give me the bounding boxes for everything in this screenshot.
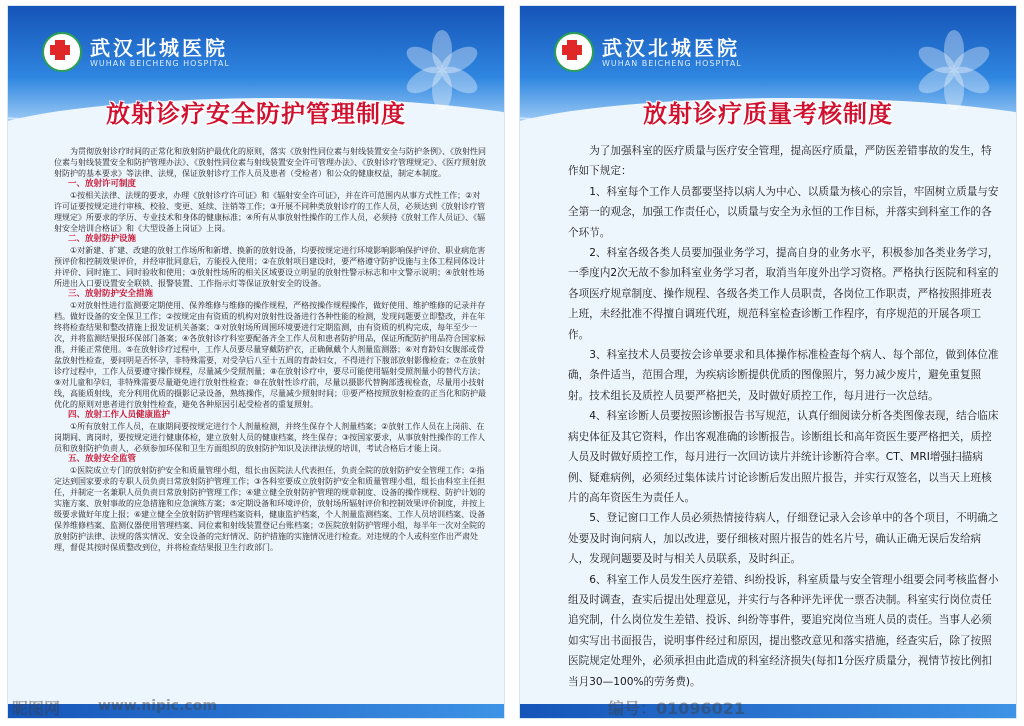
paragraph: ①所有放射工作人员，在康期间要按规定进行个人剂量检测，并终生保存个人剂量档案；②放射工作人员在上岗前、在岗期间、离岗时，要按规定进行健康体检，建立放射人员的健康档案，终生保存；③按国家要求，从事放射性操作的工作人员和放射防护负责人，必须参加环保和卫生方面组织的放射防护知识及法律法规的培训，考试合格后才能上岗。 [54, 422, 486, 453]
paragraph: 1、科室每个工作人员都要坚持以病人为中心、以质量为核心的宗旨，牢固树立质量与安全第一的观念，加强工作责任心，以质量与安全为永恒的工作目标，并落实到科室工作的各个环节。 [568, 185, 999, 239]
section-heading: 四、放射工作人员健康监护 [68, 410, 171, 420]
left-poster [8, 6, 504, 718]
paragraph: 6、科室工作人员发生医疗差错、纠纷投诉，科室质量与安全管理小组要会同考核监督小组及时调查，查实后提出处理意见，并实行与各种评先评优一票否决制。科室实行岗位责任追究制，什么岗位发生差错、投诉、纠纷等事件，要追究岗位当班人员的责任。当事人必须如实写出书面报告，说明事件经过和原因，提出整改意见和落实措施，经查实后，除了按照医院规定处理外，必须承担由此造成的科室经济损失(每扣1分医疗质量分，视情节按比例扣当月30—100%的劳务费)。 [568, 573, 999, 688]
paragraph: ①医院成立专门的放射防护安全和质量管理小组，组长由医院法人代表担任，负责全院的放射防护安全管理工作；②指定达到国家要求的专职人员负责日常放射防护管理工作；③各科室要成立放射防护安全和质量管理小组，组长由科室主任担任，并制定一名兼职人员负责日常放射防护管理工作；④建立健全放射防护管理的规章制度、设备的操作规程、防护计划的实施方案、放射事故的应急措施和应急演练方案；⑤定期设备和环境评价，放射场所辐射评价和控制效果评价制度，并按上级要求做好年度上报；⑥建立健全全放射防护管理档案资料，健康监护档案，个人剂量监测档案、工作人员培训档案、设备保养维修档案、监测仪器使用管理档案、同位素和射线装置登记台账档案；⑦医院放射防护管理小组，每半年一次对全院的放射防护法律、法规的落实情况、安全设备的完好情况、防护措施的实施情况进行检查。对违规的个人或科室作出严肃处理，督促其按时保质整改到位，并将检查结果报卫生行政部门。 [54, 466, 486, 552]
document-body [54, 146, 486, 553]
paragraph: ①按相关法律、法规的要求，办理《放射诊疗许可证》和《辐射安全许可证》，并在许可范围内从事方式性工作；②对许可证要按规定进行审核、校验、变更、延续、注销等工作；③开展不同种类放射诊疗的工作人员，必须达到《放射诊疗管理规定》所要求的学历、专业技术和身体的健康标准；④所有从事放射性操作的工作人员，必须持《放射工作人员证》、《辐射安全培训合格证》和《大型设备上岗证》上岗。 [54, 191, 486, 233]
section-heading: 二、放射防护设施 [68, 234, 137, 244]
hospital-logo-icon [554, 32, 594, 72]
paragraph: 为贯彻放射诊疗时间的正常化和放射防护最优化的原则，落实《放射性同位素与射线装置安全与防护条例》、《放射性同位素与射线装置安全和防护管理办法》、《放射性同位素与射线装置安全许可管理办法》、《放射诊疗管理规定》、《医疗照射放射防护的基本要求》等法律、法规，保证放射诊疗工作人员及患者（受检者）和公众的健康权益，制定本制度。 [54, 147, 486, 178]
paragraph: 为了加强科室的医疗质量与医疗安全管理，提高医疗质量，严防医差错事故的发生，特作如下规定： [568, 145, 992, 178]
watermark-url: www.nipic.com [98, 698, 217, 714]
watermark-site: 昵图网 [12, 699, 61, 718]
paragraph: 5、登记窗口工作人员必须热情接待病人，仔细登记录入会诊单中的各个项目，不明确之处要及时询问病人，加以改进，要仔细核对照片报告的姓名片号，确认正确无误后发给病人，发现问题要及时与相关人员联系，及时纠正。 [568, 512, 999, 566]
section-heading: 五、放射安全监管 [68, 454, 137, 464]
section-heading: 一、放射许可制度 [68, 179, 137, 189]
right-poster [520, 6, 1016, 718]
page-title: 放射诊疗质量考核制度 [643, 100, 893, 128]
paragraph: ①对新建、扩建、改建的放射工作场所和新增、换新的放射设备，均要按规定进行环境影响影响保护评价、职业病危害预评价和控制效果评价，并经审批同意后，方能投入使用；②在放射项目建设时，要严格遵守防护设施与主体工程同体设计并评价、同时施工、同时验收和使用；③放射性场所的相关区域要设立明显的放射性警示标志和中文警示说明；④放射性场所进出入口要设置安全联锁、报警装置、工作指示灯等保证放射安全的设备。 [54, 246, 486, 288]
watermark-id: 编号：01096021 [608, 699, 746, 718]
hospital-logo-icon [42, 32, 82, 72]
hospital-name-en: WUHAN BEICHENG HOSPITAL [90, 59, 230, 68]
section-heading: 三、放射防护安全措施 [68, 289, 154, 299]
paragraph: ①对放射性进行监测要定期使用、保养维修与维修的操作规程，严格按操作规程操作，做好使用、维护维修的记录并存档。做好设备的安全保卫工作；②按规定由有资质的机构对放射性设备进行各种性能的检测，发现问题要立即整改，并在年终将检查结果和整改措施上报发证机关备案；③对放射场所周围环境要进行定期监测，由有资质的机构完成，每年至少一次，并将监测结果报环保部门备案；④各放射诊疗科室要配备齐全工作人员和患者防护用品，保证所配防护用品符合国家标准，并能正常使用。⑤在放射诊疗过程中，工作人员要尽量穿戴防护衣，正确佩戴个人剂量监测器；⑥对育龄妇女腹部或骨盆放射性检查，要问明是否怀孕，非特殊需要，对受孕后八至十五周的育龄妇女，不得进行下腹部放射影像检查；⑦在放射诊疗过程中，工作人员要遵守操作规程，尽量减少受照剂量；⑧在放射诊疗中，要尽可能使用辐射受照剂量小的替代方法；⑨对儿童和孕妇，非特殊需要尽量避免进行放射性检查；⑩在放射性诊疗前，尽量以摄影代替胸部透视检查，尽量用小技射线，高能质射线，充分利用优质的摄影记录设备，熟练操作，尽量减少照射时间；⑪要严格按照放射检查的正当化和防护最优化的原则对患者进行放射性检查，避免各种原因引起受检者的重复照射。 [54, 301, 486, 409]
paragraph: 4、科室诊断人员要按照诊断报告书写规范，认真仔细阅读分析各类图像表现，结合临床病史体征及其它资料，作出客观准确的诊断报告。诊断组长和高年资医生要严格把关，质控人员及时做好质控工作，每月进行一次回访读片并统计诊断符合率。CT、MRI增强扫描病例、疑难病例，必须经过集体读片讨论诊断后发出照片报告，并实行双签名，以当天上班核片的高年资医生为责任人。 [568, 410, 999, 504]
paragraph: 3、科室技术人员要按会诊单要求和具体操作标准检查每个病人、每个部位，做到体位准确，条件适当，范围合理，为疾病诊断提供优质的图像照片，努力减少废片，避免重复照射。技术组长及质控人员要严格把关，及时做好质控工作，每月进行一次总结。 [568, 349, 999, 402]
hospital-name: 武汉北城医院 [90, 36, 228, 60]
page-title: 放射诊疗安全防护管理制度 [106, 100, 406, 128]
paragraph: 2、科室各级各类人员要加强业务学习，提高自身的业务水平，积极参加各类业务学习，一季度内2次无故不参加科室业务学习者，取消当年度外出学习资格。严格执行医院和科室的各项医疗规章制度、操作规程、各级各类工作人员职责，各岗位工作职责，严格按照排班表上班，未经批准不得擅自调班代班，规范科室检查诊断工作程序，有序规范的开展各项工作。 [568, 247, 999, 341]
watermark [8, 696, 1016, 724]
hospital-name: 武汉北城医院 [602, 36, 740, 60]
hospital-name-en: WUHAN BEICHENG HOSPITAL [602, 59, 742, 68]
document-body [568, 141, 1002, 692]
